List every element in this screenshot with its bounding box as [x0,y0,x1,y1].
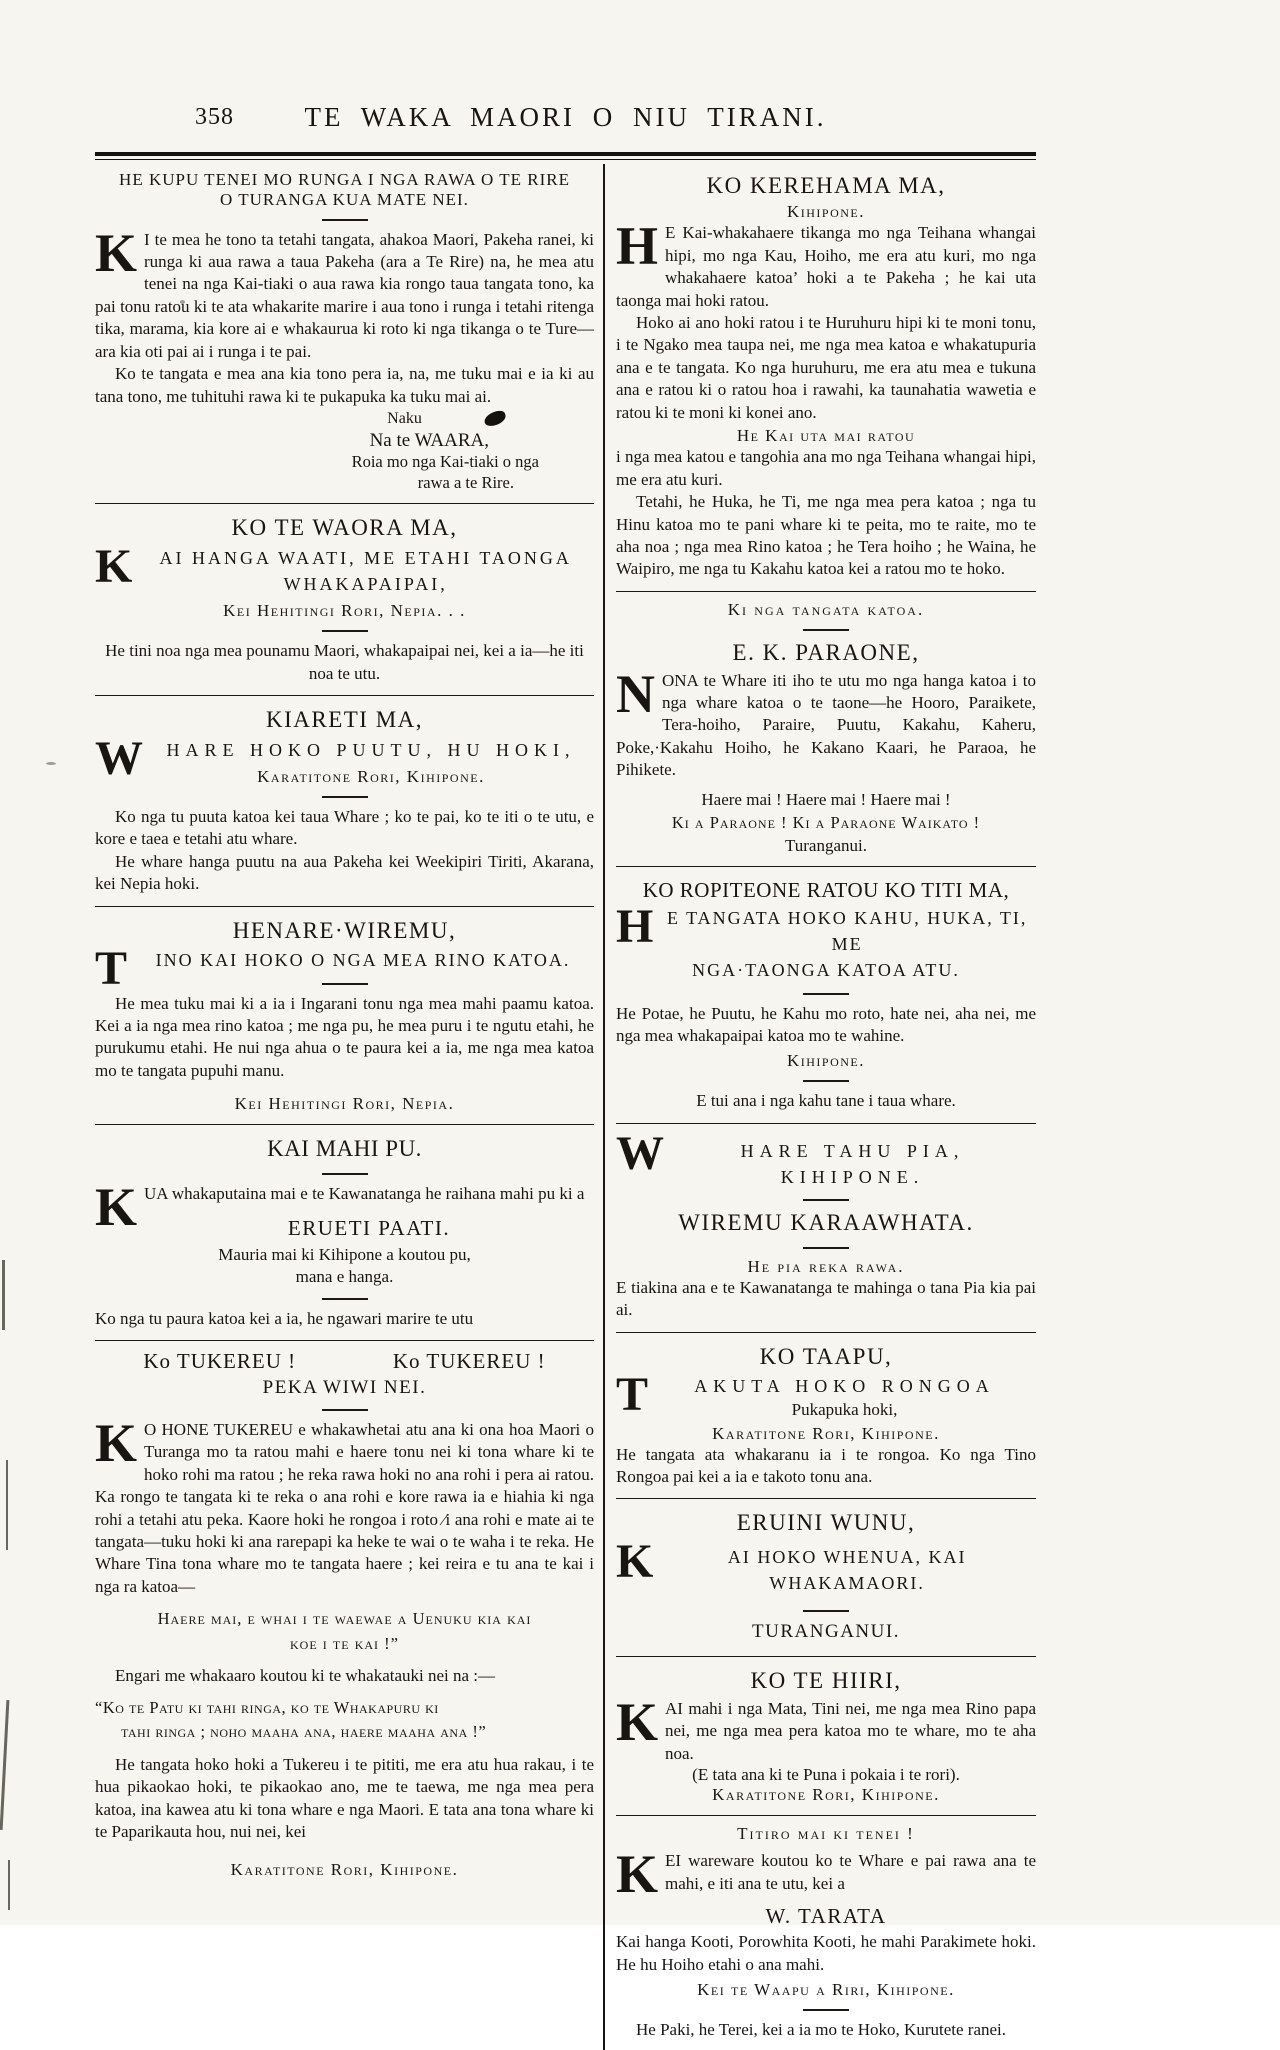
masthead [95,96,1036,144]
ad-henare-wiremu [95,909,594,1123]
ad-line-1: Mauria mai ki Kihipone a koutou pu, [218,1244,471,1264]
ad-heading: KAI MAHI PU. [267,1136,422,1162]
short-rule [803,629,849,631]
ad-location: Karatitone Rori, Kihipone. [230,1859,459,1879]
signoff-intro: Naku [387,410,422,427]
scan-artifact [8,1860,10,1910]
ad-body-1: O HONE TUKEREU e whakawhetai atu ana ki ona hoa Maori o Turanga mo ta ratou mahi e haere tonu nei ki tona whare ki te hoko rohi ma ratou ; he reka rawa hoki no ana rohi i pera ai ratou. Ka rongo te tangata ki te reka o ana rohi e kore rawa ia e hiahia ki nga rohi a tetahi atu peka. Kaore hoki he rongoa i roto ⁄i ana rohi e mate ai te tangata—tuku hoki ki ana rarepapi ka heke te wai o te waha i te reka. He Whare Tina tona whare mo te tangata haere ; kei reira e tu ana te kai i nga ra katoa— [95,1419,594,1596]
ad-location: Karatitone Rori, Kihipone. [712,1423,940,1443]
newspaper-title: TE WAKA MAORI O NIU TIRANI. [304,102,827,132]
ad-place: TURANGANUI. [752,1621,900,1643]
ad-heading: KIARETI MA, [265,707,424,733]
ad-waora [95,506,594,693]
short-rule [322,1409,368,1411]
signoff-intro-row [95,410,594,428]
short-rule [322,219,368,221]
ad-tail: He Paki, he Terei, kei a ia mo te Hoko, Kurutete ranei. [636,2020,1007,2040]
scan-artifact [0,1700,9,1830]
ad-subhead-2: He Kai uta mai ratou [736,426,916,446]
ad-location: Kei Hehitingi Rori, Nepia. . . [223,601,466,621]
page-number: 358 [195,104,234,130]
ad-location: Kei te Waapu a Riri, Kihipone. [697,1980,955,2000]
ad-subheading-line1: AI HANGA WAATI, ME ETAHI TAONGA [159,548,572,568]
ad-kicker: Titiro mai ki tenei ! [737,1824,915,1844]
short-rule [803,1610,849,1612]
section-divider [95,695,594,696]
ad-subheading: PEKA WIWI NEI. [262,1377,427,1398]
ad-heading-left: Ko TUKEREU ! [143,1349,297,1373]
ad-paraone [616,594,1036,864]
short-rule [803,1247,849,1249]
ad-body: He tini noa nga mea pounamu Maori, whakapaipai nei, kei a ia—he iti noa te utu. [105,641,584,683]
short-rule [322,1298,368,1300]
ad-callout-line1: Haere mai, e whai i te waewae a Uenuku kia kai [157,1609,532,1629]
ad-line-2: mana e hanga. [295,1267,394,1287]
section-divider [95,1340,594,1341]
ad-heading: KO TE WAORA MA, [231,515,458,541]
ad-kicker: Ki nga tangata katoa. [727,599,925,619]
ad-callout-line2: koe i te kai !” [290,1633,399,1653]
left-column [95,164,603,2050]
ad-body-intro: EI wareware koutou ko te Whare e pai rawa ana te mahi, e iti ana te utu, kei a [665,1851,1036,1893]
ad-location: Kei Hehitingi Rori, Nepia. [234,1094,455,1114]
signature-role-line1: Roia mo nga Kai-tiaki o nga [351,452,539,471]
short-rule [803,1080,849,1082]
short-rule [803,2009,849,2011]
ad-subheading-line1: E TANGATA HOKO KAHU, HUKA, TI, ME [666,908,1028,955]
drop-cap: H [616,900,654,954]
section-divider [95,1124,594,1125]
scan-artifact [2,1260,5,1330]
ad-person-name: ERUETI PAATI. [287,1216,451,1241]
ad-kai-mahi-pu [95,1127,594,1338]
section-divider [616,1815,1036,1816]
notice-heading-line2: O TURANGA KUA MATE NEI. [220,189,469,209]
ad-whare-tahu-pia [616,1126,1036,1330]
short-rule [322,983,368,985]
drop-cap: K [95,222,138,283]
ad-subheading-line2: Pukapuka hoki, [791,1399,898,1419]
ad-kiareti [95,698,594,904]
drop-cap: W [95,731,143,785]
ad-heading: KO KEREHAMA MA, [706,172,946,198]
ad-subheading: AI HOKO WHENUA, KAI WHAKAMAORI. [727,1547,967,1594]
ad-place: Kihipone. [786,1051,866,1071]
short-rule [803,1199,849,1201]
ad-subheading-line1: AKUTA HOKO RONGOA [694,1376,995,1397]
drop-cap: K [95,540,133,593]
section-divider [616,1498,1036,1499]
ad-call-1: Haere mai ! Haere mai ! Haere mai ! [701,789,951,809]
ad-body-3: He tangata hoko hoki a Tukereu i te pititi, me era atu hua rakau, i te hua pikaokao hoki, te pikaokao ano, me te taewa, me nga mea pera katoa, ina kawea atu ki tona whare e nga Maori. E tata ana tona whare ki te Paparikauta hou, nui nei, kei [95,1754,594,1842]
ad-heading: KO TAAPU, [759,1343,893,1369]
ad-ropiteone [616,869,1036,1121]
ad-place: Turanganui. [784,836,867,856]
drop-cap: W [616,1126,664,1180]
ad-heading-right: Ko TUKEREU ! [392,1349,546,1373]
section-divider [616,1656,1036,1657]
section-divider [616,1123,1036,1124]
ad-body-4: Tetahi, he Huka, he Ti, me nga mea pera katoa ; nga tu Hinu katoa mo te pani whare ki te peita, mo te raite, mo te aha noa ; nga mea Rino katoa ; he Tera hoiho ; he Waina, he Waipiro, me nga tu Kakahu katoa kei a ratou mo te hoko. [616,492,1036,579]
drop-cap: H [616,216,659,277]
section-divider [95,906,594,907]
drop-cap: T [95,942,128,996]
short-rule [322,1173,368,1175]
signature-name: Na te WAARA, [369,430,489,451]
ad-body: He tangata ata whakaranu ia i te rongoa. Ko nga Tino Rongoa pai kei a ia e takoto tonu ana. [616,1444,1036,1486]
short-rule [803,993,849,995]
ad-taapu [616,1335,1036,1497]
ad-proverb-line1: “Ko te Patu ki tahi ringa, ko te Whakapuru ki [95,1698,439,1718]
ad-body: ONA te Whare iti iho te utu mo nga hanga katoa i to nga whare katoa o te taone—he Hooro, Paraikete, Tera-hoiho, Paraire, Puutu, Kakahu, Kaheru, Poke,·Kakahu Hoiho, he Kakano Kaari, he Paraoa, he Pihikete. [616,670,1036,780]
ad-subheading: HARE HOKO PUUTU, HU HOKI, [166,739,576,760]
ad-body: He mea tuku mai ki a ia i Ingarani tonu nga mea mahi paamu katoa. Kei a ia nga mea rino katoa ; me nga pu, he mea puru i te ngutu etahi, he purukumu etahi. He nui nga ahua o te paura kei a ia, me nga mea katoa mo te tangata pupuhi manu. [95,993,594,1080]
short-rule [322,630,368,632]
ad-call-2: Ki a Paraone ! Ki a Paraone Waikato ! [671,812,981,832]
drop-cap: K [616,1535,654,1589]
scan-speck [46,762,56,765]
ad-body-3: i nga mea katou e tangohia ana mo nga Teihana whangai hipi, me era atu kuri. [616,447,1036,489]
notice-heading-line1: HE KUPU TENEI MO RUNGA I NGA RAWA O TE RIRE [119,169,570,189]
ad-subheading: Kihipone. [786,202,866,222]
ad-heading: KO ROPITEONE RATOU KO TITI MA, [642,878,1010,903]
ad-heading: HARE TAHU PIA, KIHIPONE. [740,1140,965,1187]
ad-body: E tiakina ana e te Kawanatanga te mahinga o tana Pia kia pai ai. [616,1277,1036,1320]
drop-cap: K [616,1691,659,1752]
ad-heading-row [95,1349,594,1374]
ad-subheading: He pia reka rawa. [747,1256,905,1276]
scan-artifact [6,1460,8,1550]
ad-note: (E tata ana ki te Puna i pokaia i te rori). [692,1765,960,1785]
section-divider [616,591,1036,592]
ad-body-2: He whare hanga puutu na aua Pakeha kei Weekipiri Tiriti, Akarana, kei Nepia hoki. [95,851,594,894]
ad-kerehama [616,164,1036,589]
ad-person-name: WIREMU KARAAWHATA. [678,1210,974,1236]
ad-tail: E tui ana i nga kahu tane i taua whare. [696,1091,956,1111]
masthead-rule-thin [95,159,1036,160]
ad-body-2: Engari me whakaaro koutou ki te whakatauki nei na :— [115,1665,496,1685]
ad-heading: HENARE·WIREMU, [232,917,457,943]
ink-blot [483,409,508,428]
ad-body: Kai hanga Kooti, Porowhita Kooti, he mahi Parakimete hoki. He hu Hoiho etahi o ana mahi. [616,1932,1036,1974]
ad-location: Karatitone Rori, Kihipone. [257,766,485,786]
notice-paragraph-2: Ko te tangata e mea ana kia tono pera ia, na, me tuku mai e ia ki au tana tono, me tuhituhi rawa ki te pukapuka ka tuku mai ai. [95,364,594,406]
section-divider [95,503,594,504]
drop-cap: T [616,1368,649,1422]
ad-body-1: E Kai-whakahaere tikanga mo nga Teihana whangai hipi, mo nga Kau, Hoiho, me era atu kuri, mo nga whakahaere katoa’ hoki a te Pakeha ; he kai uta taonga mai hoki ratou. [616,223,1036,310]
ad-tukereu [95,1343,594,1888]
ad-subheading: INO KAI HOKO O NGA MEA RINO KATOA. [155,950,571,971]
ad-wunu [616,1501,1036,1654]
signature-role-line2: rawa a te Rire. [417,472,514,492]
columns [95,164,1036,2050]
page-content [95,96,1036,2050]
ad-body: Ko nga tu paura katoa kei a ia, he ngawari marire te utu [95,1308,474,1328]
right-column [603,164,1036,2050]
drop-cap: K [95,1177,138,1237]
section-divider [616,866,1036,867]
section-divider [616,1332,1036,1333]
ad-tarata [616,1818,1036,2049]
ad-subheading-line2: NGA·TAONGA KATOA ATU. [692,960,960,981]
ad-body: AI mahi i nga Mata, Tini nei, me nga mea Rino papa nei, me nga mea pera katoa mo te whare, mo te aha noa. [665,1698,1036,1763]
notice-paragraph-1: I te mea he tono ta tetahi tangata, ahakoa Maori, Pakeha ranei, ki runga ki aua rawa a taua Pakeha (ara a Te Rire) na, he mea atu tenei na nga Kai-tiaki o aua rawa kia rongo taua tangata tono, ka pai tonu ratou ki te ata whakarite marire i aua tono i runga i tetahi ritenga tika, marama, kia kore ai e whakaurua ki roto ki nga tikanga o te Ture—ara kia oti pai ai i runga i te pai. [95,229,594,361]
drop-cap: K [616,1844,659,1905]
ad-heading: E. K. PARAONE, [732,639,920,665]
ad-subheading-line2: WHAKAPAIPAI, [283,574,448,595]
notice-rire [95,164,594,502]
drop-cap: N [616,663,655,724]
ad-body-1: Ko nga tu puuta katoa kei taua Whare ; ko te pai, ko te iti o te utu, e kore e taea e tetahi atu whare. [95,806,594,849]
drop-cap: K [95,1412,138,1473]
ad-body-intro: UA whakaputaina mai e te Kawanatanga he raihana mahi pu ki a [144,1184,585,1203]
ad-body-2: Hoko ai ano hoki ratou i te Huruhuru hipi ki te moni tonu, i te Ngako mea taupa nei, me nga mea katoa e whakatupuria ana e te tangata. Ko nga huruhuru, me era atu mea e tukuna ana e ratou ki o ratou hoa i rawahi, ka taunahatia wawetia e ratou ki te moni ki konei ano. [616,313,1036,422]
masthead-rule-thick [95,152,1036,156]
ad-heading: KO TE HIIRI, [750,1668,902,1694]
ad-heading: ERUINI WUNU, [736,1510,916,1536]
ad-hiiri [616,1659,1036,1813]
ad-proverb-line2: tahi ringa ; noho maaha ana, haere maaha ana !” [121,1722,487,1742]
ad-location: Karatitone Rori, Kihipone. [712,1785,940,1805]
short-rule [322,796,368,798]
ad-person-name: W. TARATA [765,1904,887,1929]
ad-body: He Potae, he Puutu, he Kahu mo roto, hate nei, aha nei, me nga mea whakapaipai katoa mo te wahine. [616,1003,1036,1045]
